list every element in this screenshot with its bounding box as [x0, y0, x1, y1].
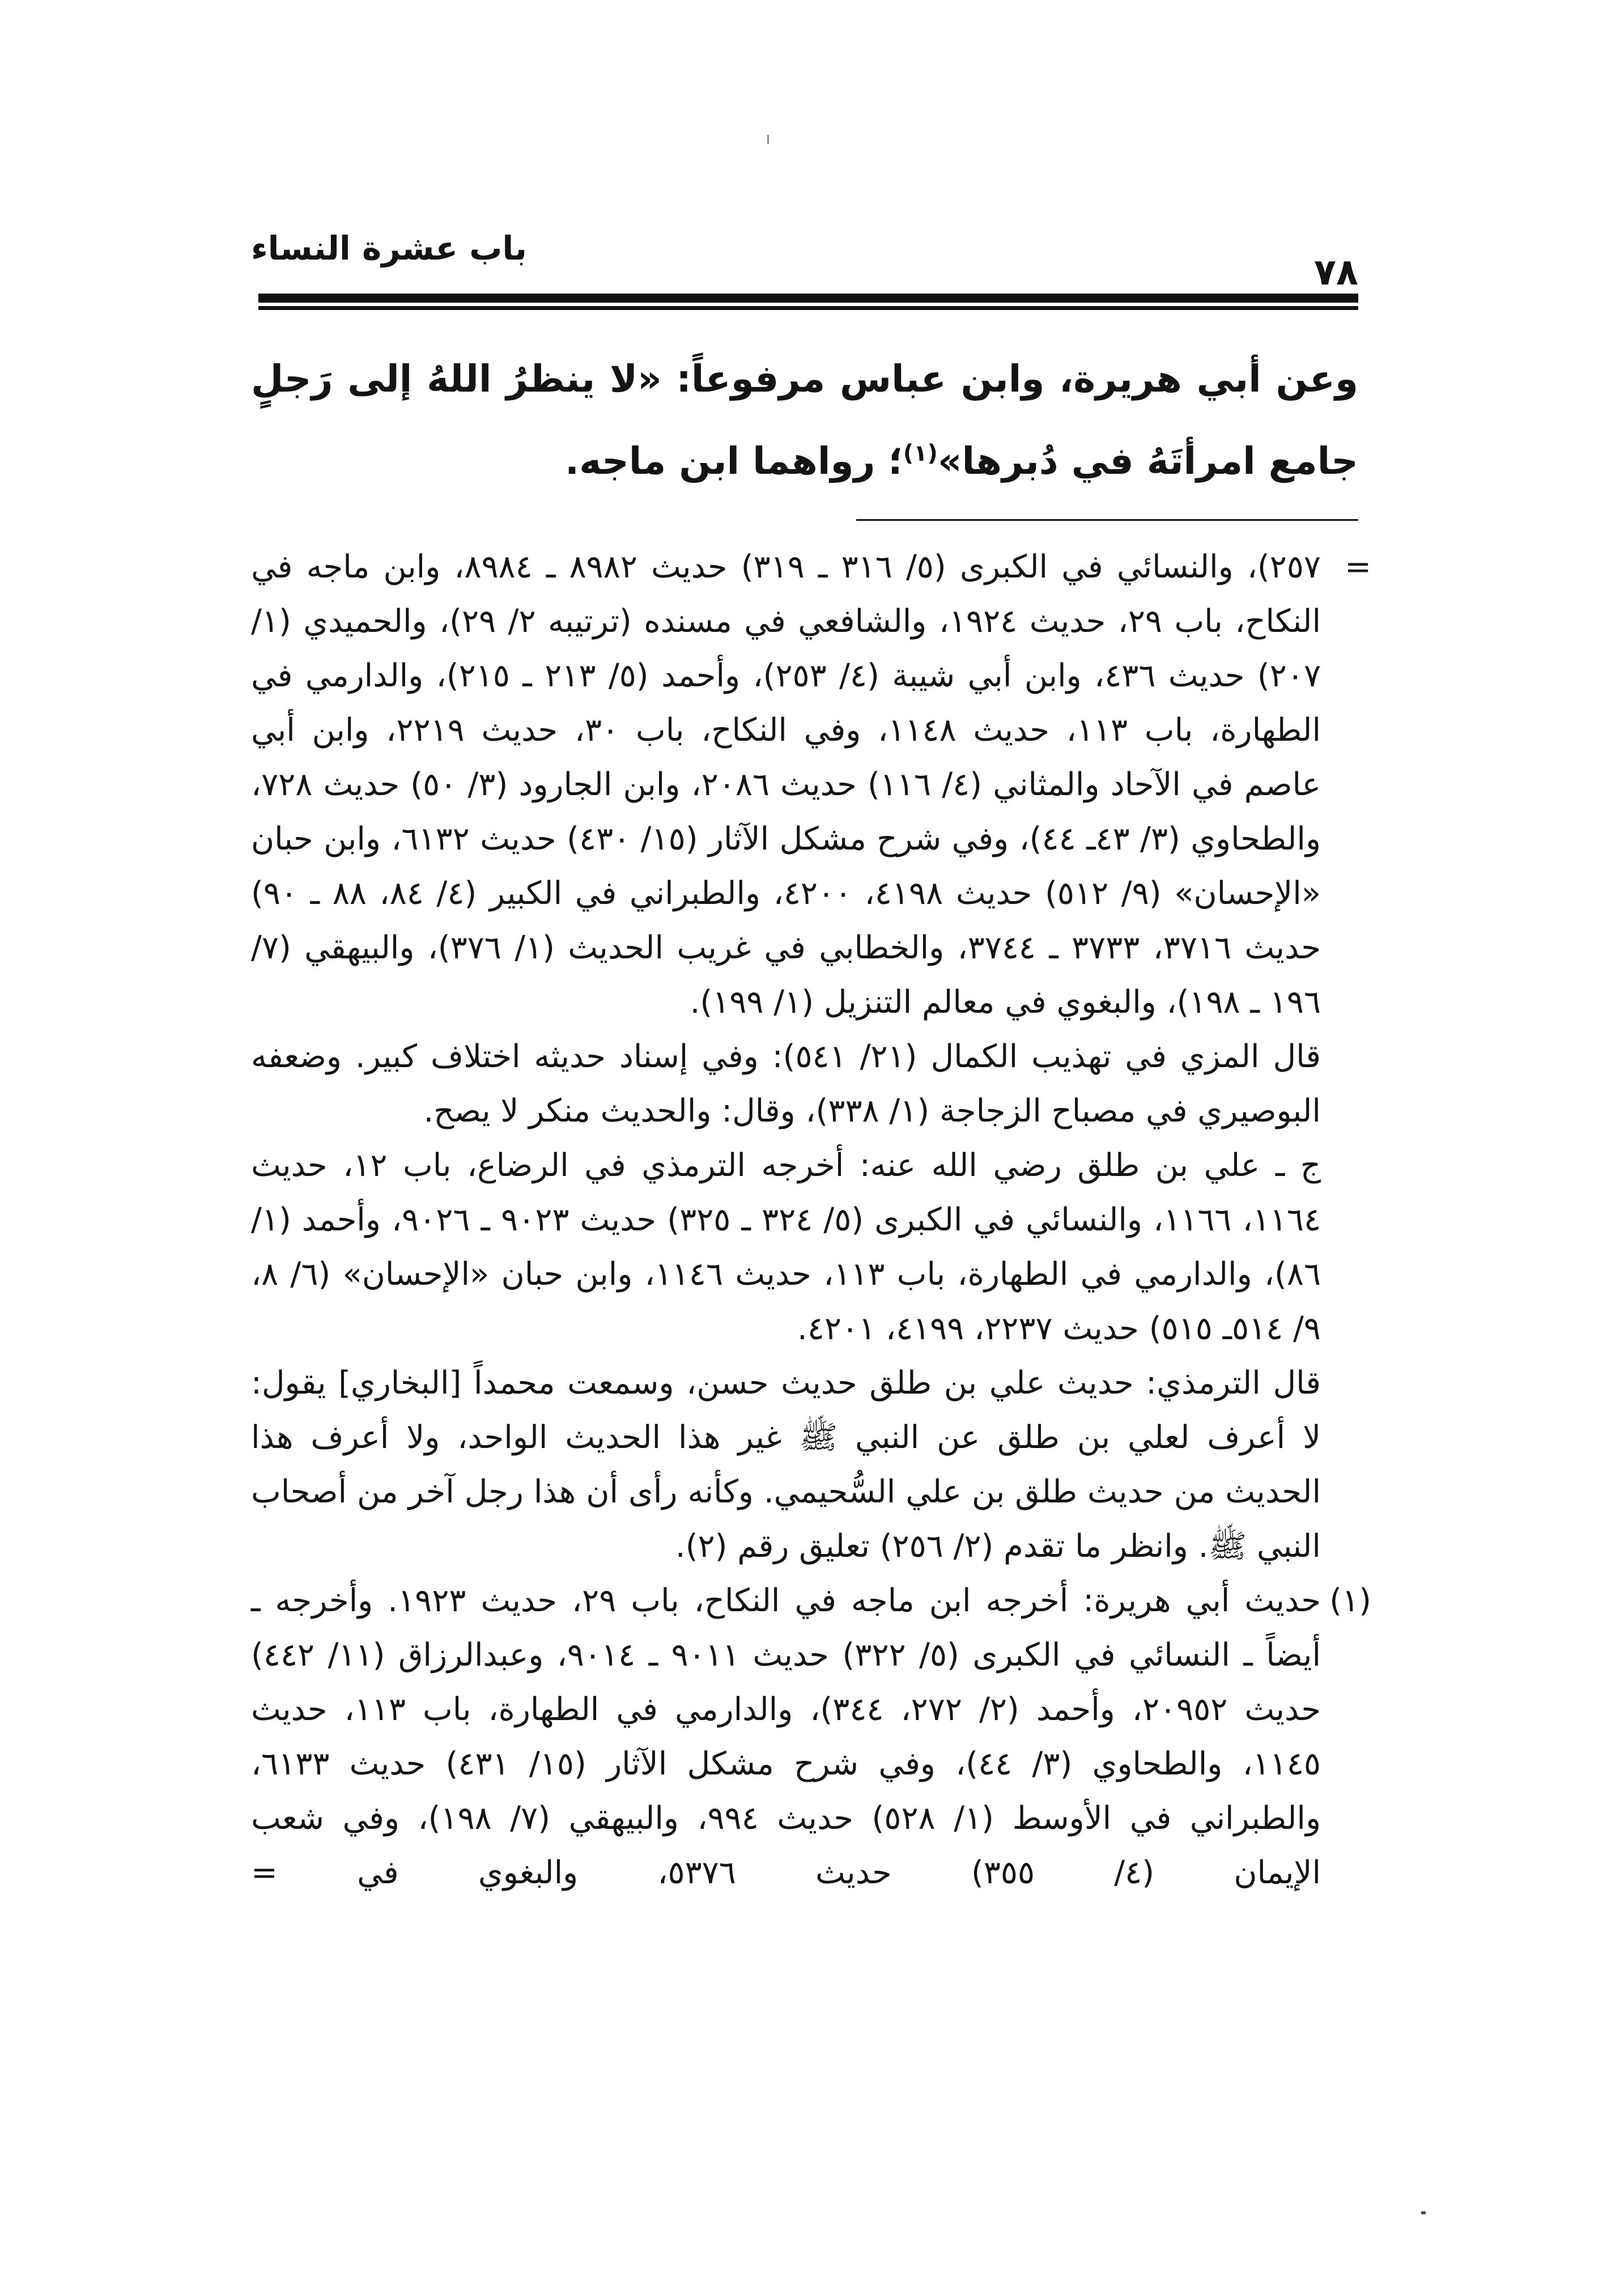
footnote-marker-blank [1321, 1030, 1371, 1139]
footnote-number: (١) [1329, 1582, 1371, 1619]
footnote-text: حديث أبي هريرة: أخرجه ابن ماجه في النكاح، باب ٢٩، حديث ١٩٢٣. وأخرجه ـ أيضاً ـ النسائي في الكبرى (٥/ ٣٢٢) حديث ٩٠١١ ـ ٩٠١٤، وعبدالرزاق (١١/ ٤٤٢) حديث ٢٠٩٥٢، وأحمد (٢/ ٢٧٢، ٣٤٤)، والدارمي في الطهارة، باب ١١٣، حديث ١١٤٥، والطحاوي (٣/ ٤٤)، وفي شرح مشكل الآثار (١٥/ ٤٣١) حديث ٦١٣٣، والطبراني في الأوسط (١/ ٥٢٨) حديث ٩٩٤، والبيهقي (٧/ ١٩٨)، وفي شعب الإيمان (٤/ ٣٥٥) حديث ٥٣٧٦، والبغوي في = [251, 1582, 1321, 1891]
hadith-text: وعن أبي هريرة، وابن عباس مرفوعاً: «لا ينظرُ اللهُ إلى رَجلٍ جامع امرأتَهُ في دُبرها» [251, 357, 1358, 483]
scan-speck [767, 135, 769, 144]
footnote-text: قال الترمذي: حديث علي بن طلق حديث حسن، وسمعت محمداً [البخاري] يقول: لا أعرف لعلي بن طلق عن النبي ﷺ غير هذا الحديث الواحد، ولا أعرف هذا الحديث من حديث طلق بن علي السُّحيمي. وكأنه رأى أن هذا رجل آخر من أصحاب النبي ﷺ. وانظر ما تقدم (٢/ ٢٥٦) تعليق رقم (٢). [251, 1365, 1321, 1565]
header-rule-thick [258, 294, 1358, 303]
footnote-text: ج ـ علي بن طلق رضي الله عنه: أخرجه الترمذي في الرضاع، باب ١٢، حديث ١١٦٤، ١١٦٦، والنسائي في الكبرى (٥/ ٣٢٤ ـ ٣٢٥) حديث ٩٠٢٣ ـ ٩٠٢٦، وأحمد (١/ ٨٦)، والدارمي في الطهارة، باب ١١٣، حديث ١١٤٦، وابن حبان «الإحسان» (٦/ ٨، ٩/ ٥١٤ـ ٥١٥) حديث ٢٢٣٧، ٤١٩٩، ٤٢٠١. [251, 1147, 1321, 1347]
continuation-mark: = [1345, 549, 1371, 585]
scan-speck [1421, 2211, 1426, 2214]
main-text [251, 338, 1358, 502]
footnote-marker-blank [1321, 1139, 1371, 1356]
page-number: ٧٨ [1313, 252, 1358, 294]
footnote-commentary [251, 1030, 1371, 1139]
footnote-commentary [251, 1356, 1371, 1574]
header-double-rule [258, 294, 1358, 310]
footnote-separator-rule [856, 519, 1358, 521]
footnote-marker-blank [1321, 1356, 1371, 1574]
page-body [251, 338, 1371, 1900]
footnote-continuation [251, 540, 1371, 1030]
header-rule-thin [258, 306, 1358, 310]
running-head-title: باب عشرة النساء [251, 229, 527, 267]
hadith-attribution: ؛ رواهما ابن ماجه. [565, 439, 903, 483]
footnote-reference: (١) [903, 440, 938, 466]
footnote-commentary [251, 1139, 1371, 1356]
footnotes-section [251, 540, 1371, 1900]
footnote-1 [251, 1574, 1371, 1900]
footnote-text: ٢٥٧)، والنسائي في الكبرى (٥/ ٣١٦ ـ ٣١٩) حديث ٨٩٨٢ ـ ٨٩٨٤، وابن ماجه في النكاح، باب ٢٩، حديث ١٩٢٤، والشافعي في مسنده (ترتيبه ٢/ ٢٩)، والحميدي (١/ ٢٠٧) حديث ٤٣٦، وابن أبي شيبة (٤/ ٢٥٣)، وأحمد (٥/ ٢١٣ ـ ٢١٥)، والدارمي في الطهارة، باب ١١٣، حديث ١١٤٨، وفي النكاح، باب ٣٠، حديث ٢٢١٩، وابن أبي عاصم في الآحاد والمثاني (٤/ ١١٦) حديث ٢٠٨٦، وابن الجارود (٣/ ٥٠) حديث ٧٢٨، والطحاوي (٣/ ٤٣ـ ٤٤)، وفي شرح مشكل الآثار (١٥/ ٤٣٠) حديث ٦١٣٢، وابن حبان «الإحسان» (٩/ ٥١٢) حديث ٤١٩٨، ٤٢٠٠، والطبراني في الكبير (٤/ ٨٤، ٨٨ ـ ٩٠) حديث ٣٧١٦، ٣٧٣٣ ـ ٣٧٤٤، والخطابي في غريب الحديث (١/ ٣٧٦)، والبيهقي (٧/ ١٩٦ ـ ١٩٨)، والبغوي في معالم التنزيل (١/ ١٩٩). [251, 549, 1321, 1021]
footnote-text: قال المزي في تهذيب الكمال (٢١/ ٥٤١): وفي إسناد حديثه اختلاف كبير. وضعفه البوصيري في مصباح الزجاجة (١/ ٣٣٨)، وقال: والحديث منكر لا يصح. [251, 1038, 1321, 1129]
